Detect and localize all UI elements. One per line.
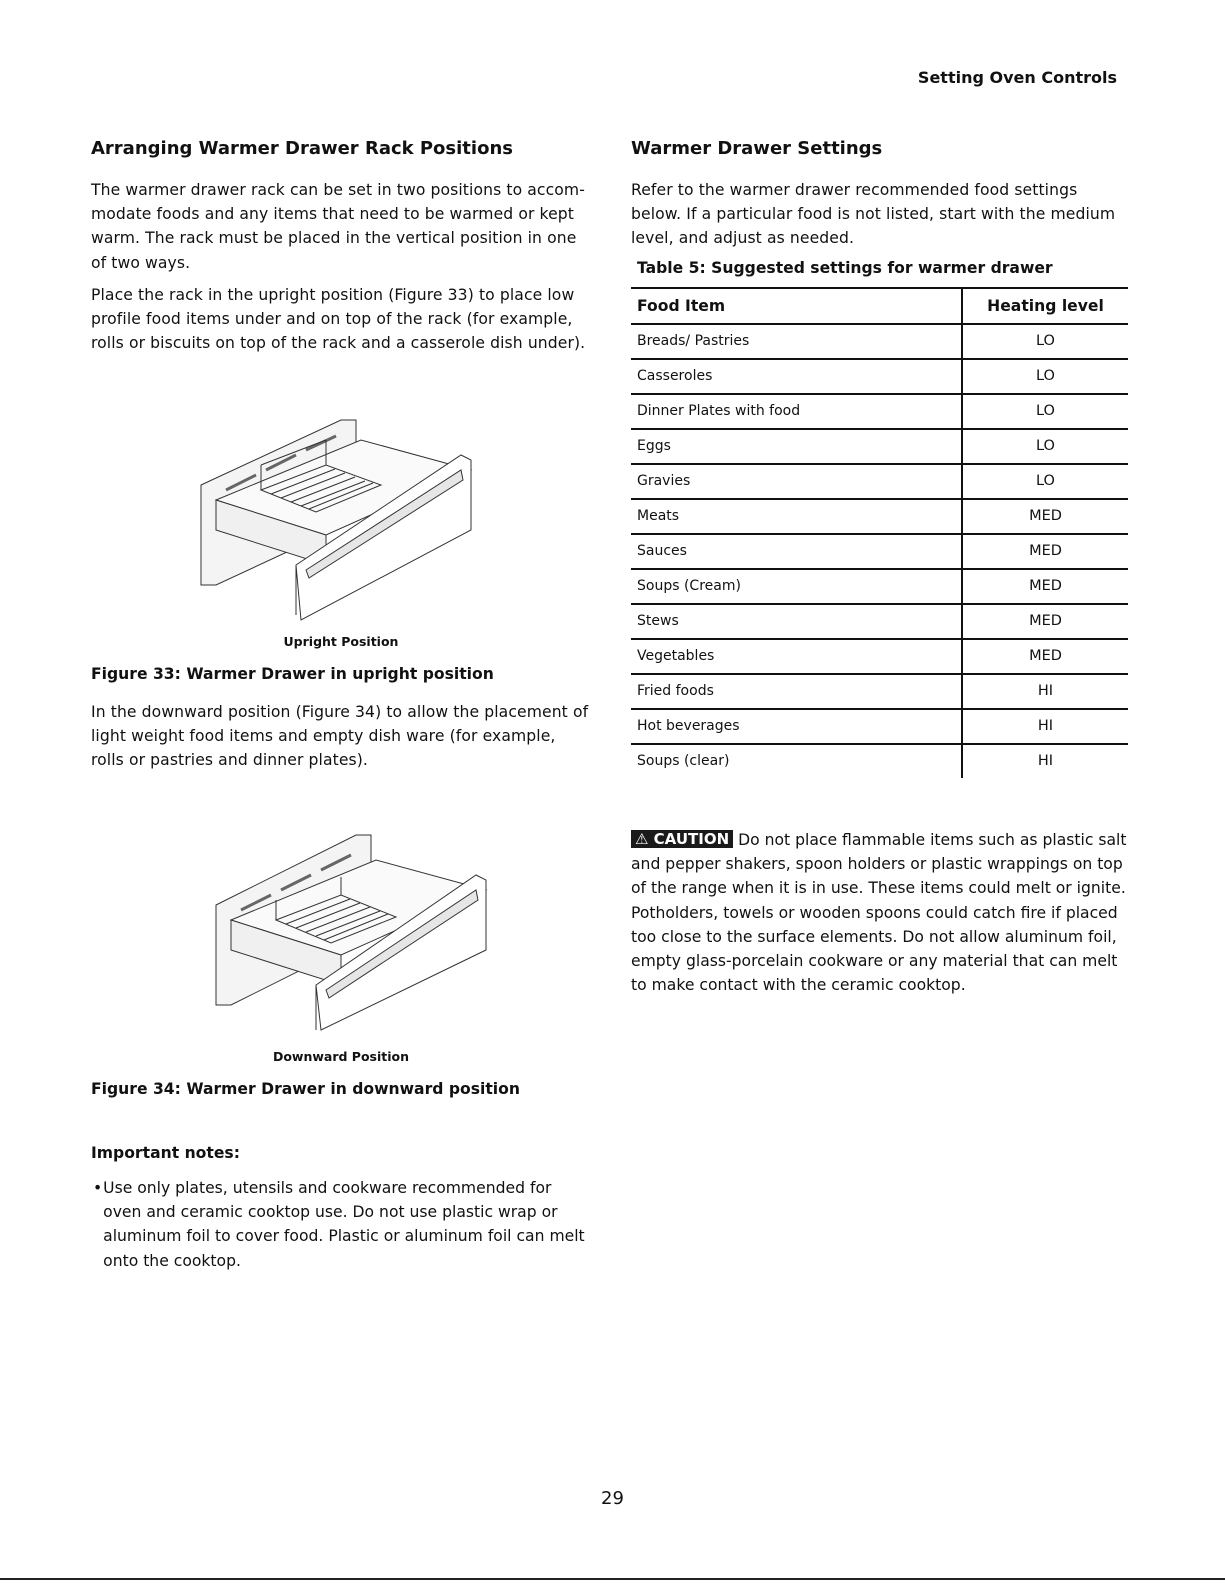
table-row [631,324,1128,359]
rack-intro-paragraph: The warmer drawer rack can be set in two positions to accom-modate foods and any items that need to be warmed or kept warm. The rack must be placed in the vertical position in one of two ways. [91,181,585,272]
table-row [631,674,1128,709]
caution-text: Do not place flammable items such as plastic salt and pepper shakers, spoon holders or plastic wrappings on top of the range when it is in use. These items could melt or ignite. Potholders, towels or wooden spoons could catch fire if placed too close to the surface elements. Do not allow aluminum foil, empty glass-porcelain cookware or any material that can melt to make contact with the ceramic cooktop. [631,831,1127,995]
table-row [631,534,1128,569]
level-cell: HI [962,674,1128,709]
left-column [91,136,591,363]
level-cell: LO [962,464,1128,499]
table-row [631,429,1128,464]
food-cell: Sauces [631,534,962,569]
section-title: Setting Oven Controls [917,68,1117,87]
figure-34 [91,825,591,1098]
downward-paragraph-wrap [91,700,591,781]
page-number: 29 [601,1488,624,1509]
right-column [631,136,1131,778]
level-cell: MED [962,604,1128,639]
table-row [631,744,1128,778]
warmer-settings-table [631,287,1128,778]
level-cell: HI [962,709,1128,744]
level-cell: MED [962,499,1128,534]
upright-paragraph: Place the rack in the upright position (Figure 33) to place low profile food items under and on top of the rack (for example, rolls or biscuits on top of the rack and a casserole dish under). [91,285,586,353]
table-row [631,709,1128,744]
rack-positions-heading: Arranging Warmer Drawer Rack Positions [91,138,513,159]
table-row [631,604,1128,639]
caution-badge: ⚠ CAUTION [631,830,733,848]
level-cell: LO [962,359,1128,394]
level-cell: HI [1037,753,1054,770]
food-cell: Casseroles [631,359,962,394]
table-header-row [631,288,1128,324]
list-item [91,1176,591,1273]
figure-34-title: Figure 34: Warmer Drawer in downward position [91,1080,520,1098]
caution-block [631,828,1131,997]
food-cell: Eggs [631,429,962,464]
drawer-downward-illustration [91,825,591,1035]
bullet-icon: • [93,1179,103,1197]
bottom-divider [0,1578,1225,1580]
food-cell: Stews [631,604,962,639]
important-notes [91,1144,591,1273]
table-title: Table 5: Suggested settings for warmer drawer [637,258,1053,277]
food-cell: Hot beverages [631,709,962,744]
figure-34-label: Downward Position [272,1049,410,1064]
food-cell: Fried foods [631,674,962,709]
table-row [631,359,1128,394]
food-cell: Gravies [631,464,962,499]
table-row [631,639,1128,674]
table-row [631,499,1128,534]
level-cell: LO [962,324,1128,359]
downward-paragraph: In the downward position (Figure 34) to allow the placement of light weight food items and empty dish ware (for example, rolls or pastries and dinner plates). [91,703,589,770]
warmer-settings-paragraph: Refer to the warmer drawer recommended food settings below. If a particular food is not listed, start with the medium level, and adjust as needed. [631,181,1116,248]
important-notes-title: Important notes: [91,1144,240,1162]
level-cell: LO [962,394,1128,429]
level-cell: MED [962,534,1128,569]
food-cell: Soups (clear) [631,744,962,778]
food-cell: Dinner Plates with food [631,394,962,429]
note-text: Use only plates, utensils and cookware recommended for oven and ceramic cooktop use. Do not use plastic wrap or aluminum foil to cover food. Plastic or aluminum foil can melt onto the cooktop. [103,1179,585,1270]
warmer-settings-heading: Warmer Drawer Settings [631,138,883,159]
column-header-food: Food Item [631,288,962,324]
column-header-level: Heating level [962,288,1128,324]
table-row [631,569,1128,604]
figure-33-title: Figure 33: Warmer Drawer in upright position [91,665,494,683]
figure-33 [91,390,591,683]
food-cell: Meats [631,499,962,534]
level-cell: LO [962,429,1128,464]
level-cell: MED [962,569,1128,604]
food-cell: Vegetables [631,639,962,674]
drawer-upright-illustration [91,390,591,625]
food-cell: Soups (Cream) [631,569,962,604]
food-cell: Breads/ Pastries [631,324,962,359]
table-row [631,394,1128,429]
table-row [631,464,1128,499]
figure-33-label: Upright Position [283,634,399,649]
level-cell: MED [962,639,1128,674]
